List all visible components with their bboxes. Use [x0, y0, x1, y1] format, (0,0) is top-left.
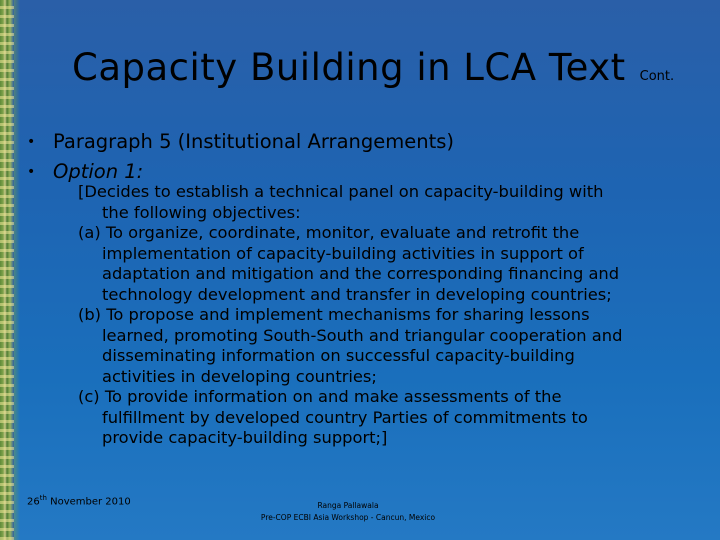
footer-date-suffix: th [39, 494, 47, 502]
footer-author [198, 500, 498, 524]
footer-date-rest: November 2010 [46, 496, 131, 508]
slide-title-text: Capacity Building in LCA Text [72, 46, 626, 89]
bullet-list [27, 128, 454, 188]
footer-author-name: Ranga Pallawala [317, 501, 379, 510]
footer-date [27, 494, 131, 507]
bullet-text: Option 1: [53, 160, 144, 183]
bullet-dot-icon: • [27, 164, 36, 180]
body-paragraph: (b) To propose and implement mechanisms for sharing lessons learned, promoting South-South and triangular cooperation and disseminating information on successful capacity-building activities in developing countries; [78, 305, 623, 386]
footer-date-day: 26 [27, 496, 40, 508]
bullet-item [27, 128, 454, 158]
slide-title-suffix: Cont. [639, 69, 675, 84]
bullet-text: Paragraph 5 (Institutional Arrangements) [53, 130, 455, 153]
decorative-left-border [0, 0, 14, 540]
body-paragraph: (a) To organize, coordinate, monitor, evaluate and retrofit the implementation of capacity-building activities in support of adaptation and mitigation and the corresponding financing and technology development and transfer in developing countries; [78, 223, 620, 304]
body-text [78, 182, 698, 449]
bullet-dot-icon: • [27, 134, 36, 150]
decorative-border-fade [14, 0, 20, 540]
body-paragraph: (c) To provide information on and make assessments of the fulfillment by developed country Parties of commitments to provide capacity-building support;] [78, 387, 588, 447]
footer-event: Pre-COP ECBI Asia Workshop - Cancun, Mexico [260, 513, 436, 522]
body-paragraph: [Decides to establish a technical panel on capacity-building with the following objectives: [78, 182, 604, 222]
slide-title [72, 46, 674, 89]
